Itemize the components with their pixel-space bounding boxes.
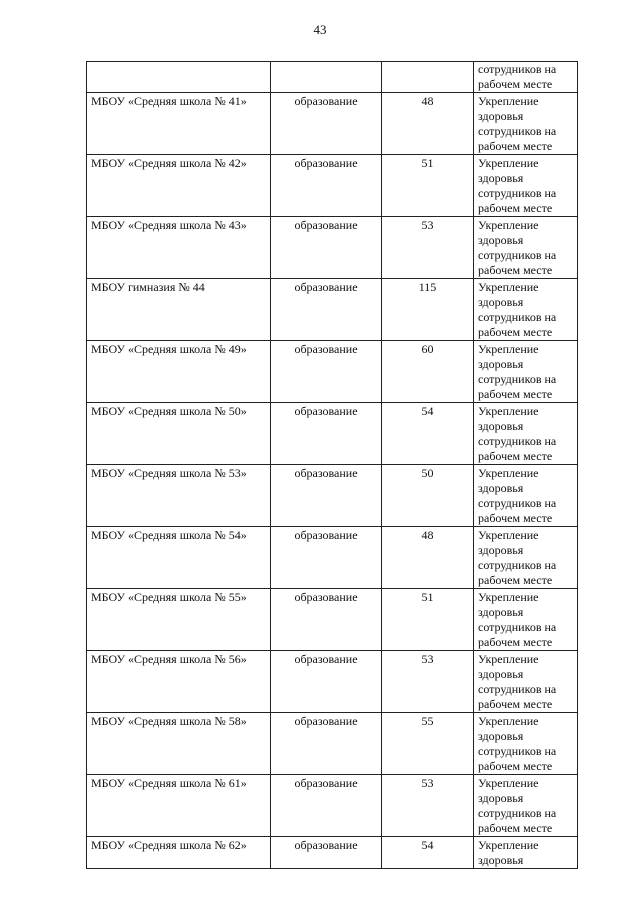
cell-measure: Укрепление здоровья сотрудников на рабочем месте	[474, 403, 578, 465]
cell-measure: Укрепление здоровья сотрудников на рабочем месте	[474, 527, 578, 589]
cell-measure: Укрепление здоровья сотрудников на рабочем месте	[474, 713, 578, 775]
cell-count: 54	[382, 403, 474, 465]
table-row	[87, 527, 578, 589]
cell-name: МБОУ «Средняя школа № 58»	[87, 713, 271, 775]
cell-measure: сотрудников на рабочем месте	[474, 62, 578, 93]
cell-count: 53	[382, 651, 474, 713]
table-row	[87, 589, 578, 651]
table-row	[87, 651, 578, 713]
cell-measure: Укрепление здоровья сотрудников на рабочем месте	[474, 651, 578, 713]
cell-measure: Укрепление здоровья сотрудников на рабочем месте	[474, 155, 578, 217]
cell-sector: образование	[271, 775, 382, 837]
cell-count: 54	[382, 837, 474, 869]
cell-name	[87, 62, 271, 93]
cell-count	[382, 62, 474, 93]
cell-sector: образование	[271, 403, 382, 465]
cell-sector: образование	[271, 465, 382, 527]
cell-measure: Укрепление здоровья сотрудников на рабочем месте	[474, 465, 578, 527]
cell-count: 51	[382, 589, 474, 651]
cell-sector: образование	[271, 651, 382, 713]
cell-name: МБОУ «Средняя школа № 49»	[87, 341, 271, 403]
cell-sector: образование	[271, 217, 382, 279]
cell-count: 48	[382, 527, 474, 589]
table-row	[87, 775, 578, 837]
cell-sector: образование	[271, 589, 382, 651]
cell-measure: Укрепление здоровья сотрудников на рабочем месте	[474, 775, 578, 837]
cell-measure: Укрепление здоровья	[474, 837, 578, 869]
table-row	[87, 403, 578, 465]
cell-name: МБОУ «Средняя школа № 54»	[87, 527, 271, 589]
table-row	[87, 93, 578, 155]
cell-sector	[271, 62, 382, 93]
cell-measure: Укрепление здоровья сотрудников на рабочем месте	[474, 279, 578, 341]
cell-count: 55	[382, 713, 474, 775]
cell-measure: Укрепление здоровья сотрудников на рабочем месте	[474, 341, 578, 403]
cell-count: 53	[382, 775, 474, 837]
page-number: 43	[313, 22, 327, 37]
cell-sector: образование	[271, 93, 382, 155]
table-body	[87, 62, 578, 869]
institutions-table	[86, 61, 578, 869]
cell-count: 60	[382, 341, 474, 403]
cell-sector: образование	[271, 837, 382, 869]
cell-name: МБОУ «Средняя школа № 50»	[87, 403, 271, 465]
table-row-last	[87, 837, 578, 869]
cell-count: 53	[382, 217, 474, 279]
cell-measure: Укрепление здоровья сотрудников на рабочем месте	[474, 93, 578, 155]
cell-name: МБОУ «Средняя школа № 53»	[87, 465, 271, 527]
cell-measure: Укрепление здоровья сотрудников на рабочем месте	[474, 217, 578, 279]
cell-name: МБОУ «Средняя школа № 55»	[87, 589, 271, 651]
cell-count: 51	[382, 155, 474, 217]
cell-count: 48	[382, 93, 474, 155]
cell-sector: образование	[271, 341, 382, 403]
cell-measure: Укрепление здоровья сотрудников на рабочем месте	[474, 589, 578, 651]
cell-name: МБОУ «Средняя школа № 43»	[87, 217, 271, 279]
cell-name: МБОУ «Средняя школа № 56»	[87, 651, 271, 713]
cell-sector: образование	[271, 279, 382, 341]
cell-name: МБОУ «Средняя школа № 42»	[87, 155, 271, 217]
cell-count: 115	[382, 279, 474, 341]
table-row	[87, 279, 578, 341]
table-row	[87, 465, 578, 527]
cell-count: 50	[382, 465, 474, 527]
cell-name: МБОУ «Средняя школа № 62»	[87, 837, 271, 869]
table-row	[87, 713, 578, 775]
table-row	[87, 217, 578, 279]
table-row	[87, 341, 578, 403]
table-row	[87, 155, 578, 217]
cell-name: МБОУ «Средняя школа № 61»	[87, 775, 271, 837]
cell-name: МБОУ гимназия № 44	[87, 279, 271, 341]
table-row-continued	[87, 62, 578, 93]
cell-sector: образование	[271, 155, 382, 217]
cell-sector: образование	[271, 713, 382, 775]
cell-name: МБОУ «Средняя школа № 41»	[87, 93, 271, 155]
cell-sector: образование	[271, 527, 382, 589]
